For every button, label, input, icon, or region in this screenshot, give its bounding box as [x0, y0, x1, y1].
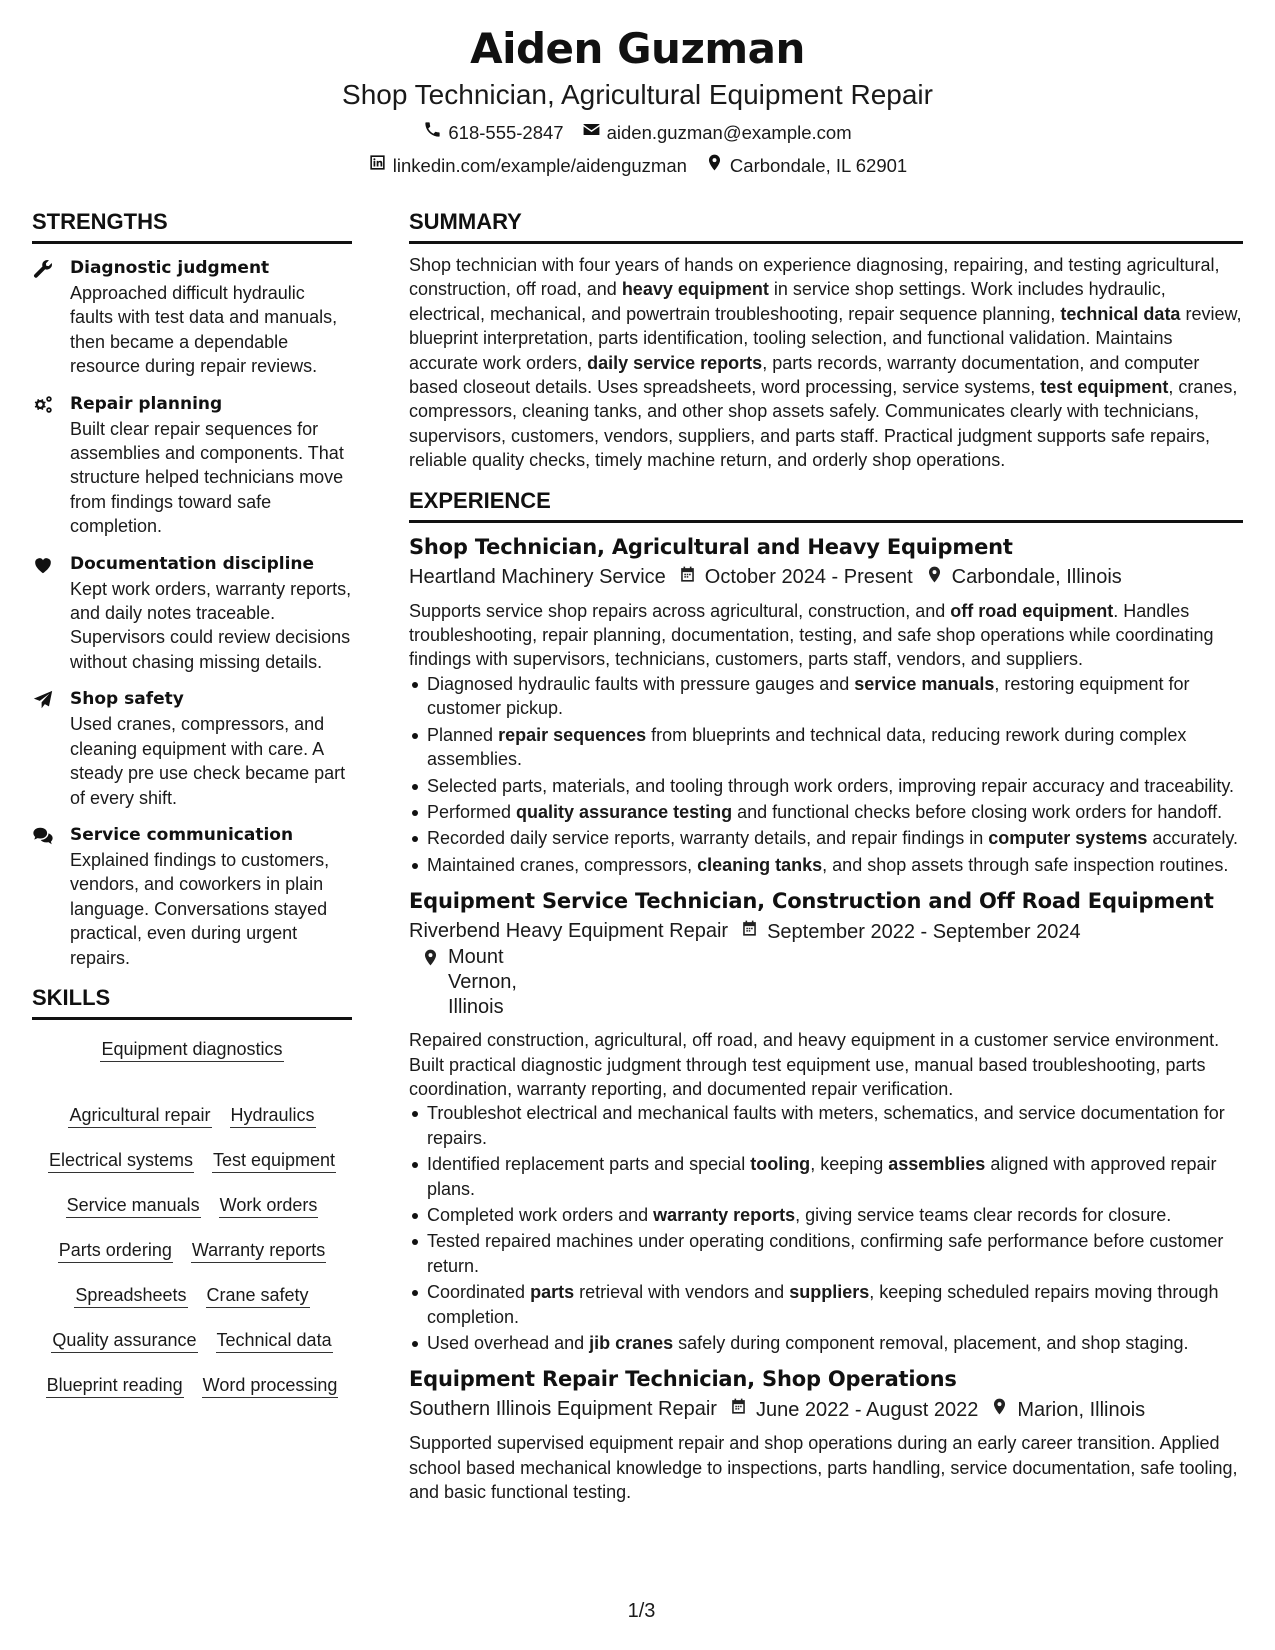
bullet-item: Troubleshot electrical and mechanical faults with meters, schematics, and service documentation for repairs.: [409, 1101, 1243, 1150]
calendar-icon: [666, 565, 697, 591]
job-dates-wrap: [666, 565, 913, 591]
skill-tag: Electrical systems: [48, 1149, 194, 1173]
emphasis-text: tooling: [750, 1154, 811, 1175]
skill-tag: Warranty reports: [191, 1239, 326, 1263]
strength-item: [32, 552, 352, 675]
emphasis-text: suppliers: [789, 1282, 870, 1303]
summary-text: Shop technician with four years of hands on experience diagnosing, repairing, and testing agricultural, construction, off road, and heavy equipment in service shop settings. Work includes hydraulic, electrical, mechanical, and powertrain troubleshooting, repair sequence planning, technical data review, blueprint interpretation, parts identification, tooling selection, and functional validation. Maintains accurate work orders, daily service reports, parts records, warranty documentation, and computer based closeout details. Uses spreadsheets, word processing, service systems, test equipment, cranes, compressors, cleaning tanks, and other shop assets safely. Communicates clearly with technicians, supervisors, customers, vendors, suppliers, and parts staff. Practical judgment supports safe repairs, reliable quality checks, timely machine return, and orderly shop operations.: [409, 255, 1242, 471]
strength-desc: Built clear repair sequences for assemblies and components. That structure helped technicians move from findings toward safe completion.: [70, 418, 344, 537]
bullet-item: Performed quality assurance testing and functional checks before closing work orders for handoff.: [409, 800, 1243, 824]
job-location: Carbondale, Illinois: [951, 566, 1122, 589]
map-pin-icon: [978, 1397, 1009, 1423]
strength-desc: Approached difficult hydraulic faults with test data and manuals, then became a dependable resource during repair reviews.: [70, 283, 338, 377]
map-pin-icon: [409, 945, 440, 974]
bullet-item: Identified replacement parts and special tooling, keeping assemblies aligned with approved repair plans.: [409, 1152, 1243, 1201]
job-title: Shop Technician, Agricultural and Heavy Equipment: [409, 534, 1013, 559]
skill-tag: Word processing: [202, 1374, 339, 1398]
skill-tag: Work orders: [219, 1194, 319, 1218]
job-title: Equipment Service Technician, Construction and Off Road Equipment: [409, 889, 1214, 914]
strength-item: [32, 687, 352, 810]
bullet-item: Tested repaired machines under operating conditions, confirming safe performance before customer return.: [409, 1229, 1243, 1278]
bullet-item: Completed work orders and warranty reports, giving service teams clear records for closure.: [409, 1203, 1243, 1227]
map-pin-icon: [705, 153, 724, 178]
strength-title: Shop safety: [70, 689, 184, 710]
strength-desc: Explained findings to customers, vendors, and coworkers in plain language. Conversations stayed practical, even during urgent repairs.: [70, 849, 330, 968]
strength-title: Documentation discipline: [70, 553, 315, 574]
bullet-item: Maintained cranes, compressors, cleaning tanks, and shop assets through safe inspection routines.: [409, 853, 1243, 877]
skill-tag: Equipment diagnostics: [100, 1038, 283, 1062]
skill-tag: Quality assurance: [51, 1329, 197, 1353]
job-bullets: [409, 672, 1243, 877]
emphasis-text: service manuals: [854, 673, 995, 694]
candidate-title: Shop Technician, Agricultural Equipment Repair: [342, 79, 933, 110]
emphasis-text: technical data: [1060, 303, 1181, 324]
bullet-item: Planned repair sequences from blueprints and technical data, reducing rework during complex assemblies.: [409, 723, 1243, 772]
gears-icon: [32, 394, 54, 416]
job-location: Marion, Illinois: [1017, 1398, 1146, 1421]
linkedin-icon: [368, 153, 387, 178]
bullet-item: Selected parts, materials, and tooling through work orders, improving repair accuracy and traceability.: [409, 774, 1243, 798]
job-location: Mount Vernon, Illinois: [448, 946, 517, 1019]
phone-icon: [423, 120, 442, 145]
emphasis-text: computer systems: [988, 828, 1148, 849]
job-location-wrap: [913, 565, 1122, 591]
emphasis-text: assemblies: [888, 1154, 986, 1175]
job-description: Supported supervised equipment repair and shop operations during an early career transition. Applied school based mechanical knowledge to inspections, parts handling, service documentation, safe tooling, and basic functional testing.: [409, 1433, 1238, 1503]
job-description: Repaired construction, agricultural, off road, and heavy equipment in a customer service environment. Built practical diagnostic judgment through test equipment use, manual based troubleshooting, parts coordination, warranty reporting, and documented repair verification.: [409, 1030, 1220, 1099]
emphasis-text: jib cranes: [589, 1333, 674, 1353]
wrench-icon: [32, 258, 54, 280]
summary-heading: SUMMARY: [409, 207, 1243, 244]
contact-email[interactable]: aiden.guzman@example.com: [582, 120, 852, 145]
job-dates-wrap: [728, 919, 1081, 945]
emphasis-text: quality assurance testing: [516, 801, 733, 822]
paper-plane-icon: [32, 689, 54, 711]
candidate-name: Aiden Guzman: [470, 24, 805, 73]
job-meta: [409, 565, 1243, 591]
contact-location: Carbondale, IL 62901: [705, 153, 907, 178]
skills-heading: SKILLS: [32, 983, 352, 1020]
job-entry: [409, 532, 1243, 877]
emphasis-text: parts: [530, 1282, 575, 1303]
skill-tag: Hydraulics: [230, 1104, 316, 1128]
emphasis-text: cleaning tanks: [697, 854, 823, 875]
map-pin-icon: [913, 565, 944, 591]
skill-tag: Agricultural repair: [68, 1104, 211, 1128]
strength-item: [32, 392, 352, 539]
emphasis-text: heavy equipment: [621, 279, 769, 300]
strength-desc: Used cranes, compressors, and cleaning equipment with care. A steady pre use check became part of every shift.: [70, 714, 346, 808]
job-meta: [409, 919, 1243, 1020]
job-dates: October 2024 - Present: [704, 566, 913, 589]
job-company: Heartland Machinery Service: [409, 565, 666, 588]
chat-bubbles-icon: [32, 825, 54, 847]
job-dates-wrap: [717, 1397, 978, 1423]
bullet-item: Recorded daily service reports, warranty details, and repair findings in computer systems accurately.: [409, 826, 1243, 850]
left-column: [32, 207, 352, 1398]
strengths-heading: STRENGTHS: [32, 207, 352, 244]
job-title: Equipment Repair Technician, Shop Operations: [409, 1367, 957, 1392]
strengths-list: [32, 256, 352, 970]
heart-icon: [32, 554, 54, 576]
strength-title: Diagnostic judgment: [70, 258, 270, 278]
page-number: 1/3: [627, 1600, 656, 1622]
bullet-item: Diagnosed hydraulic faults with pressure gauges and service manuals, restoring equipment for customer pickup.: [409, 672, 1243, 721]
job-description: Supports service shop repairs across agricultural, construction, and off road equipment. Handles troubleshooting, repair planning, documentation, testing, and safe shop operations while coordinating findings with supervisors, technicians, customers, parts staff, vendors, and suppliers.: [409, 600, 1214, 670]
job-bullets: [409, 1101, 1243, 1355]
emphasis-text: test equipment: [1040, 377, 1169, 398]
contact-linkedin[interactable]: linkedin.com/example/aidenguzman: [368, 153, 687, 178]
job-meta: [409, 1397, 1243, 1423]
experience-heading: EXPERIENCE: [409, 486, 1243, 523]
skill-tag: Blueprint reading: [46, 1374, 184, 1398]
emphasis-text: off road equipment: [950, 600, 1114, 621]
strength-desc: Kept work orders, warranty reports, and daily notes traceable. Supervisors could review decisions without chasing missing details.: [70, 578, 352, 672]
contact-phone: 618-555-2847: [423, 120, 563, 145]
job-dates: September 2022 - September 2024: [767, 920, 1081, 943]
contact-row-1: [0, 120, 1275, 145]
envelope-icon: [582, 120, 601, 145]
skill-tag: Service manuals: [66, 1194, 201, 1218]
job-entry: [409, 1364, 1243, 1504]
right-column: [409, 207, 1243, 1505]
job-company: Southern Illinois Equipment Repair: [409, 1398, 717, 1421]
skill-tag: Spreadsheets: [74, 1284, 187, 1308]
strength-item: [32, 256, 352, 379]
job-location-wrap: [409, 945, 578, 1020]
job-dates: June 2022 - August 2022: [755, 1398, 979, 1421]
strength-title: Repair planning: [70, 393, 223, 414]
skills-list: [32, 1038, 352, 1398]
job-entry: [409, 886, 1243, 1355]
skill-tag: Crane safety: [206, 1284, 310, 1308]
job-location-wrap: [978, 1397, 1145, 1423]
skill-tag: Technical data: [216, 1329, 333, 1353]
emphasis-text: warranty reports: [653, 1204, 796, 1225]
calendar-icon: [717, 1397, 748, 1423]
strength-title: Service communication: [70, 824, 294, 845]
bullet-item: Used overhead and jib cranes safely during component removal, placement, and shop staging.: [409, 1331, 1243, 1355]
emphasis-text: daily service reports: [587, 352, 763, 373]
bullet-item: Coordinated parts retrieval with vendors and suppliers, keeping scheduled repairs moving through completion.: [409, 1280, 1243, 1329]
skill-tag: Parts ordering: [58, 1239, 173, 1263]
resume-header: [0, 22, 1275, 178]
contact-row-2: [0, 153, 1275, 178]
emphasis-text: repair sequences: [498, 724, 647, 745]
job-company: Riverbend Heavy Equipment Repair: [409, 920, 729, 943]
strength-item: [32, 823, 352, 970]
calendar-icon: [728, 919, 759, 945]
skill-tag: Test equipment: [212, 1149, 336, 1173]
